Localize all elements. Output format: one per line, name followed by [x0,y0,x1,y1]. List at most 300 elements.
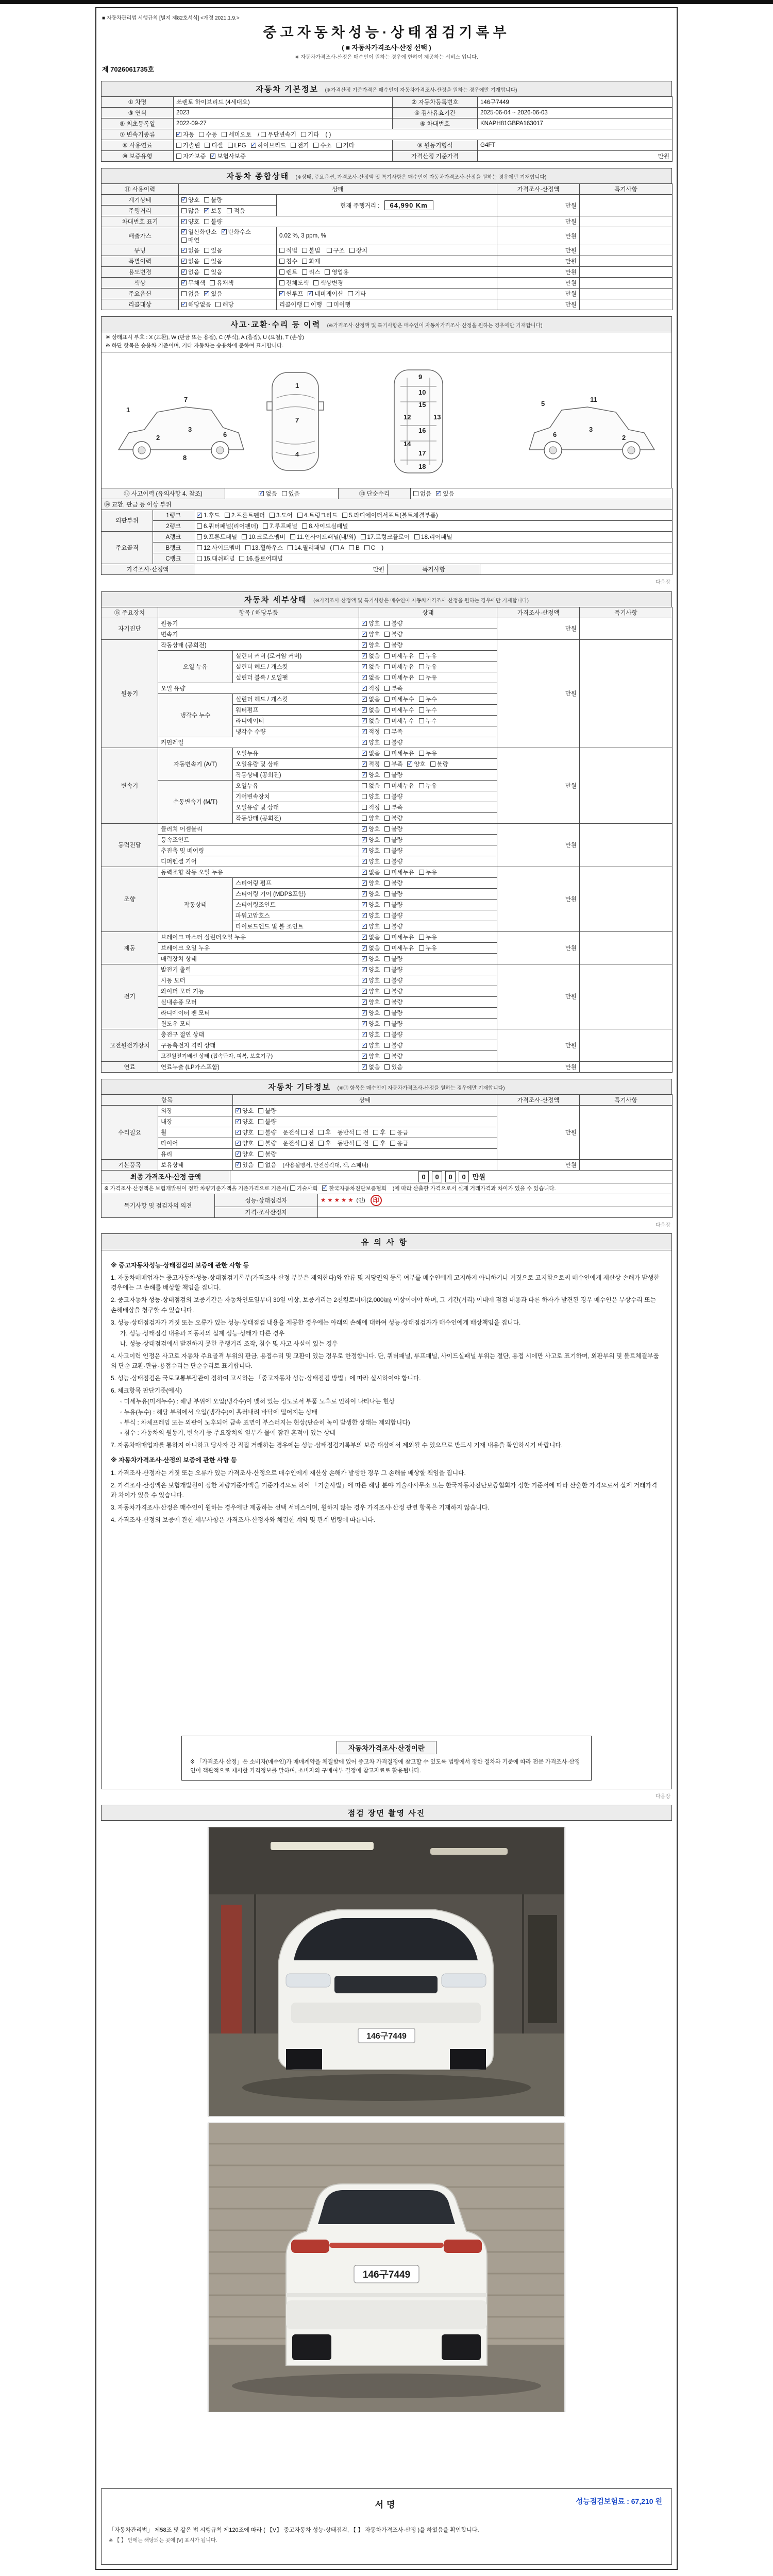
option-label: 수소 [320,143,332,149]
form-cell: 특기사항 [388,564,480,574]
option-checked [362,859,380,865]
state-symbol-legend [101,332,672,352]
checkbox [384,924,390,929]
text: )에 따라 산출한 가격으로서 실제 거래가격과 차이가 있을 수 있습니다. [391,1185,556,1192]
option-label: 불량 [391,988,403,995]
regulation-note: ■ 자동차관리법 시행규칙 [별지 제82호서식] <개정 2021.1.9.> [102,15,240,21]
option-unchecked [242,534,285,540]
form-cell [359,618,497,629]
option-unchecked [222,132,251,138]
option-label: 양호 [368,999,380,1006]
checkbox [181,259,187,264]
checkbox [313,280,318,285]
option-unchecked [384,642,402,649]
option-unchecked [297,513,338,519]
checkbox [407,761,412,767]
checkbox [222,229,227,234]
option-label: 양호 [368,858,380,865]
option-label: A [340,545,345,551]
option-checked [259,491,277,497]
option-unchecked [413,491,431,497]
etc-info-table-mount [101,1095,672,1171]
option-unchecked [204,269,222,276]
checkbox [181,219,187,224]
checkbox [414,534,419,539]
form-cell [179,227,277,245]
option-unchecked [384,772,402,778]
option-unchecked [258,1162,276,1168]
notice-item: 2. 가격조사·산정액은 보험개발원이 정한 차량기준가액을 기준가격으로 하여 「기술사법」에 따른 해당 분야 기술사사무소 또는 한국자동차진단보증협회가 정한 기준서에 따라 산출한 가격으로서 실제 거래가격과 차이가 있을 수 있습니다. [111,1481,658,1499]
checkbox [288,545,293,550]
form-cell [359,769,497,780]
option-label: 미세누유 [391,945,414,952]
form-cell: 주요옵션 [102,289,179,299]
option-label: 불량 [391,999,403,1006]
option-checked [362,978,380,984]
form-cell [580,618,673,639]
checkbox [236,1119,241,1124]
form-cell: 항목 / 해당부품 [158,607,359,618]
checkbox [430,761,435,767]
option-label: 불량 [391,815,403,822]
price-definition-text: ※ 「가격조사·산정」은 소비자(매수인)가 매매계약을 체결함에 있어 중고차 가격결정에 참고할 수 있도록 법령에서 정한 절차와 기준에 따라 전문 가격조사·산정인이 객관적으로 제시한 가격정보를 말하며, 소비자의 구매여부 결정에 참고자료로 활용됩니다. [190,1758,580,1774]
checkbox [384,935,390,940]
option-label: 양호 [368,1042,380,1049]
checkbox [325,269,330,275]
form-cell: 만원 [478,151,673,162]
form-table [101,183,673,310]
option-label: 없음 [368,945,380,952]
checkbox [362,945,367,951]
price-definition-title: 자동차가격조사·산정이란 [337,1741,436,1754]
form-cell [277,256,497,267]
form-cell [179,278,277,289]
checkbox [384,956,390,961]
checkbox [197,556,202,561]
option-checked [251,143,287,149]
form-cell [277,278,497,289]
notice-item: 5. 성능·상태점검은 국토교통부장관이 정하여 고시하는 「중고자동차 성능·상태점검 방법」에 따라 실시하여야 합니다. [111,1375,421,1382]
checkbox [302,248,307,253]
checkbox [302,523,307,529]
section-title: 자동차 기본정보 [256,85,318,94]
option-label: 미세누유 [391,934,414,941]
option-label: 양호 [368,793,380,800]
checkbox [419,751,424,756]
option-unchecked [384,816,402,822]
option-unchecked [384,1021,402,1027]
option-unchecked [384,924,402,930]
form-cell [359,1029,497,1040]
checkbox [362,967,367,972]
checkbox [181,208,187,213]
checkbox [176,132,181,137]
form-cell: 주행거리 [102,206,179,216]
form-cell: 2023 [174,108,393,118]
form-cell [580,195,673,216]
option-label: 하이브리드 [257,143,287,149]
option-unchecked [227,208,245,214]
option-checked [362,870,380,876]
form-cell [359,1007,497,1018]
option-label: 없음 [265,490,277,497]
form-cell: 가격조사·산정액 [497,1094,580,1105]
checkbox [384,621,390,626]
option-label: 불량 [265,1108,277,1114]
option-label: 있음 [211,269,223,276]
checkbox [327,248,332,253]
option-unchecked [356,1130,368,1136]
option-label: 영업용 [331,269,349,276]
form-cell: 차대번호 표기 [102,216,179,227]
option-unchecked [225,513,265,519]
option-label: 불량 [391,826,403,833]
detail-state-table-mount [101,607,672,1073]
checkbox [384,837,390,842]
checkbox [222,132,227,137]
checkbox [419,783,424,788]
option-label: 불량 [265,1129,277,1136]
checkbox [362,859,367,864]
checkbox [384,805,390,810]
option-label: 네비게이션 [314,291,343,297]
checkbox [362,924,367,929]
checkbox [236,1141,241,1146]
form-table [101,488,673,499]
form-cell: 만원 [497,867,580,931]
option-label: 양호 [242,1118,254,1125]
option-unchecked [384,967,402,973]
inspection-record-document [95,7,678,2570]
notice-item: 4. 사고이력 인정은 사고로 자동차 주요골격 부위의 판금, 용접수리 및 교환이 있는 경우로 한정합니다. 단, 쿼터패널, 루프패널, 사이드실패널 부위는 절단, 용접 시에만 사고로 표기하며, 외판부위 및 볼트체결부품의 단순 교환·판금·용접수리는 단순수리로 표기합니다. [111,1352,659,1370]
checkbox [318,1130,324,1135]
checkbox [236,1108,241,1113]
form-cell [359,1061,497,1072]
form-cell [411,488,673,499]
checkbox [362,664,367,669]
option-label: 매연 [188,238,200,244]
option-label: 미세누수 [391,707,414,714]
option-unchecked [302,523,348,530]
option-unchecked [384,794,402,800]
form-cell: 윈도우 모터 [158,1018,359,1029]
option-label: 양호 [368,620,380,627]
option-checked [204,291,222,297]
option-unchecked [270,513,293,519]
diagram-part-number: 13 [433,413,441,421]
checkbox [419,664,424,669]
checkbox [384,740,390,745]
diagram-part-number: 14 [404,439,411,448]
form-cell: 특기사항 [580,1094,673,1105]
option-unchecked [181,238,199,244]
option-checked [362,999,380,1006]
checkbox [362,751,367,756]
notice-title: 유의사항 [102,1234,671,1250]
option-label: 부족 [391,728,403,735]
option-checked [362,1021,380,1027]
form-cell [580,867,673,931]
text: 64,990 Km [384,200,433,210]
option-label: 불량 [391,912,403,919]
option-checked [236,1108,254,1114]
form-cell: ⑭ 교환, 판금 등 이상 부위 [102,499,673,510]
form-cell [277,299,497,310]
section-note: (※가격조사·산정액 및 특기사항은 매수인이 자동차가격조사·산정을 원하는 경우에만 기재합니다) [313,598,529,604]
checkbox [210,154,215,159]
option-unchecked [197,534,237,540]
checkbox [362,848,367,853]
checkbox [301,1141,307,1146]
option-checked [362,826,380,833]
form-cell [359,921,497,931]
checkbox [261,132,266,137]
diagram-part-number: 11 [590,395,597,403]
option-label: 렌트 [286,269,298,276]
diagram-part-number: 15 [418,400,426,409]
option-label: 없음 [420,490,432,497]
option-label: 무단변속기 [267,132,297,138]
form-cell: 상태 [233,1094,497,1105]
option-label: 후 [325,1140,331,1147]
section-note: (※⑯ 항목은 매수인이 자동차가격조사·산정을 원하는 경우에만 기재합니다) [337,1085,505,1091]
option-checked [181,219,199,225]
checkbox [384,664,390,669]
checkbox [181,291,187,296]
checkbox [413,491,418,496]
option-label: 없음 [188,291,200,297]
checkbox [181,229,187,234]
checkbox [384,1021,390,1026]
form-cell: ⑮ 주요장치 [102,607,158,618]
form-cell: 스티어링조인트 [233,899,359,910]
form-cell: 2025-06-04 ~ 2026-06-03 [478,108,673,118]
option-unchecked [356,1141,368,1147]
option-checked [362,729,380,735]
option-unchecked [301,132,319,138]
option-checked [362,967,380,973]
checkbox [181,197,187,202]
form-cell [359,715,497,726]
form-cell: 오일유량 및 상태 [233,802,359,812]
form-cell [359,834,497,845]
form-cell: ⑩ 보증유형 [102,151,174,162]
option-label: 양호 [368,631,380,638]
form-cell: 만원 [497,618,580,639]
form-cell: 만원 [497,1159,580,1170]
checkbox [362,902,367,907]
form-cell: B랭크 [153,542,194,553]
option-label: 부족 [391,685,403,692]
option-unchecked [364,545,375,551]
option-unchecked [279,280,309,286]
section-header-detail [101,591,672,607]
option-checked [362,1032,380,1038]
insurance-premium [576,2496,662,2506]
checkbox [301,1130,307,1135]
insurance-premium-label: 성능점검보험료 : [576,2497,631,2505]
form-cell [359,975,497,986]
option-label: 구조 [333,248,345,254]
option-label: 자동 [183,132,195,138]
option-label: 양호 [242,1108,254,1114]
option-unchecked [348,291,366,297]
option-checked [181,259,199,265]
form-cell: 작동상태 [158,877,233,931]
form-cell: 커먼레일 [158,737,359,748]
option-label: 전체도색 [286,280,309,286]
checkbox [204,248,209,253]
form-cell [233,1116,497,1127]
option-label: 불량 [391,956,403,962]
option-unchecked [384,740,402,746]
option-label: 불량 [391,1053,403,1060]
checkbox [258,1130,263,1135]
checkbox [204,269,209,275]
checkbox [290,1185,295,1191]
option-label: 누수 [425,707,437,714]
section-note: (※가격조사·산정액 및 특기사항은 매수인이 자동차가격조사·산정을 원하는 경우에만 기재합니다) [327,323,543,329]
form-cell [580,299,673,310]
form-cell: ⑤ 최초등록일 [102,118,174,129]
form-cell: 작동상태 (공회전) [233,769,359,780]
option-unchecked [302,259,320,265]
option-unchecked [228,143,246,149]
option-unchecked [302,248,320,254]
form-cell: 실린더 헤드 / 개스킷 [233,661,359,672]
form-cell [359,737,497,748]
option-label: 세미오토 [228,132,251,138]
option-label: 있음 [211,248,223,254]
inspection-photo-rear [208,2123,565,2412]
front-photo-illustration [208,1827,565,2116]
option-checked [362,642,380,649]
option-unchecked [384,653,414,659]
form-cell: 유리 [158,1148,233,1159]
text: 동반석 [335,1140,357,1147]
option-checked [362,707,380,714]
checkbox [384,794,390,799]
form-cell [179,245,277,256]
option-label: 양호 [368,772,380,778]
diagram-part-number: 1 [295,381,299,389]
form-cell [179,206,277,216]
option-unchecked [197,523,258,530]
option-checked [204,208,222,214]
form-cell: 라디에이터 [233,715,359,726]
form-cell [277,245,497,256]
option-checked [362,1043,380,1049]
form-cell: 작동상태 (공회전) [158,639,359,650]
form-cell: A랭크 [153,531,194,542]
option-checked [362,621,380,627]
option-unchecked [204,197,222,204]
option-unchecked [290,1185,318,1192]
form-cell: 디퍼렌셜 기어 [158,856,359,867]
option-unchecked [384,621,402,627]
option-label: C [371,545,376,551]
option-unchecked [384,826,402,833]
form-cell [359,1050,497,1061]
form-cell: 만원 [497,278,580,289]
section-header-basic [101,81,672,97]
option-checked [436,491,454,497]
checkbox [384,751,390,756]
option-label: 누유 [425,869,437,876]
notice-part-title: ※ 중고자동차성능·상태점검의 보증에 관한 사항 등 [111,1261,249,1269]
option-label: 불량 [391,1010,403,1016]
text: ★★★★★ [321,1197,355,1204]
checkbox [384,675,390,680]
text: 0 [445,1171,456,1182]
form-cell: 구동축전지 격리 상태 [158,1040,359,1050]
diagram-part-number: 6 [553,430,557,438]
option-checked [279,291,303,297]
checkbox [176,143,181,148]
form-cell: 만원 [497,256,580,267]
form-cell: 동력조향 작동 오일 누유 [158,867,359,877]
option-checked [362,837,380,843]
form-cell: ⑦ 변속기종류 [102,129,174,140]
checkbox [384,1054,390,1059]
option-label: 무채색 [188,280,206,286]
checkbox [361,534,366,539]
checkbox [236,1130,241,1135]
form-cell [480,564,673,574]
form-cell: 만원 [497,748,580,823]
option-unchecked [325,269,348,276]
inspection-photo-front [208,1827,565,2116]
text: ) [380,545,384,551]
form-cell [102,1183,673,1194]
option-unchecked [384,751,414,757]
notice-item: 1. 자동차매매업자는 중고자동차성능·상태점검기록부(가격조사·산정 부분은 제외한다)와 압류 및 저당권의 등록 여부를 매수인에게 고지하지 아니하거나 거짓으로 고지함으로써 매수인에게 재산상 손해가 발생한 경우에는 그 손해를 배상할 책임을 집니다. [111,1274,660,1292]
checkbox [384,826,390,832]
form-table [101,1094,673,1171]
text: 0 [418,1171,429,1182]
option-unchecked [384,978,402,984]
option-unchecked [419,783,437,789]
form-cell: ⑥ 차대번호 [393,118,478,129]
option-label: 불량 [211,219,223,225]
section-title: 자동차 기타정보 [268,1082,331,1092]
form-cell: 브레이크 오일 누유 [158,942,359,953]
form-cell: 가격·조사산정자 [215,1207,318,1217]
form-cell: 용도변경 [102,267,179,278]
option-label: 불량 [391,858,403,865]
form-cell [359,931,497,942]
option-label: 2.프론트펜더 [231,512,265,519]
checkbox [362,740,367,745]
option-checked [308,291,343,297]
option-unchecked [362,816,380,822]
option-unchecked [419,718,437,724]
option-label: 누수 [425,696,437,703]
form-cell: 0.02 %, 3 ppm, % [277,227,497,245]
option-unchecked [384,837,402,843]
form-cell [359,704,497,715]
basic-info-table-mount [101,97,672,162]
option-unchecked [384,891,402,897]
option-unchecked [361,534,410,540]
option-label: 해당 [222,302,234,308]
option-unchecked [205,143,223,149]
form-cell: 배출가스 [102,227,179,245]
checkbox [259,491,264,496]
checkbox [176,154,181,159]
checkbox [181,238,187,243]
form-cell [359,942,497,953]
